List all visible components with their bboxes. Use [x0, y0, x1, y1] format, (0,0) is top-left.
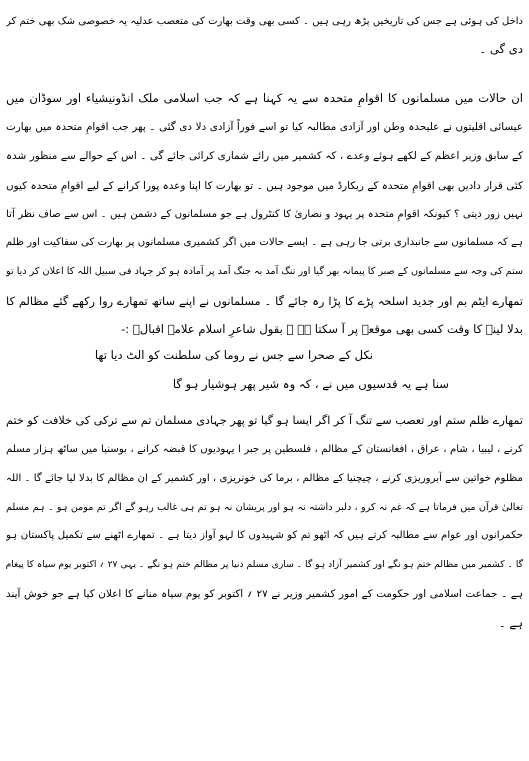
paragraph-line: ستم کی وجہ سے مسلمانوں کے صبر کا پیمانہ بھر گیا اور تنگ آمد بہ جنگ آمد پر آمادہ ہو کر جہاد فی سبیل اللہ کا اعلان کر دیا تو	[6, 266, 523, 277]
paragraph-line: عیسائی اقلیتوں نے علیحدہ وطن اور آزادی مطالبہ کیا تو اسے فوراً آزادی دلا دی گئی ۔ پھر جب اقوامِ متحدہ میں بھارت	[6, 121, 523, 133]
paragraph-line: ہے کہ مسلمانوں سے جانبداری برتی جا رہی ہے ۔ ایسے حالات میں اگر کشمیری مسلمانوں پر بھارت کی سفاکیت اور ظلم	[6, 237, 523, 248]
paragraph-line: تمھارے ظلم ستم اور تعصب سے تنگ آ کر اگر ایسا ہو گیا تو پھر جہادی مسلمان تم سے ترکی کی خلافت کو ختم	[6, 414, 523, 427]
paragraph-line: ان حالات میں مسلمانوں کا اقوامِ متحدہ سے یہ کہنا ہے کہ جب اسلامی ملک انڈونیشیاء اور سوڈان میں	[6, 91, 523, 105]
paragraph-line: ہے ۔	[498, 616, 523, 630]
paragraph-line: تعالیٰ قرآن میں فرماتا ہے کہ غم نہ کرو ، دلبر داشتہ نہ ہو اور پریشان نہ ہو تم ہی غالب رہو گے اگر تم مومن ہو ۔ ہم مسلم	[6, 502, 523, 513]
paragraph-line: بدلا لینے کا وقت کسی بھی موقعہ پر آ سکتا ہے ۔ بقول شاعرِ اسلام علامہ اقبالؒ :-	[121, 322, 523, 336]
paragraph-line: داخل کی ہوئی ہے جس کی تاریخیں پڑھ رہی ہیں ۔ کسی بھی وقت بھارت کی متعصب عدلیہ یہ خصوصی شک بھی ختم کر	[6, 16, 523, 27]
paragraph-line: کئی قرار دادیں بھی اقوامِ متحدہ کے ریکارڈ میں موجود ہیں ۔ تو بھارت کا اپنا وعدہ پورا کرانے کے لیے اقوامِ متحدہ کیوں	[6, 180, 523, 192]
paragraph-line: تمھارے ایٹم بم اور جدید اسلحہ پڑے کا پڑا رہ جائے گا ۔ مسلمانوں نے اپنے ساتھ تمھارے روا رکھے گئے مظالم کا	[6, 294, 523, 308]
paragraph-line: ہے ۔ جماعت اسلامی اور حکومت کے امور کشمیر وزیر نے ۲۷ ؍ اکتوبر کو یوم سیاہ منانے کا اعلان کیا ہے جو خوش آیند	[6, 588, 523, 600]
paragraph-line: کرنے ، لیبیا ، شام ، عراق ، افغانستان کے مظالم ، فلسطین پر جبر ا یہودیوں کا قبضہ کرانے ، بوسنیا میں ساٹھ ہزار مسلم	[6, 444, 523, 455]
verse-line-1: نکل کے صحرا سے جس نے روما کی سلطنت کو الٹ دیا تھا	[94, 348, 373, 362]
paragraph-line: نہیں زور دیتی ؟ کیونکہ اقوامِ متحدہ پر یہود و نصاریٰ کا کنٹرول ہے جو مسلمانوں کے دشمن ہیں ۔ اس سے صاف نظر آتا	[6, 209, 523, 220]
paragraph-line: مظلوم خواتین سے آبروریزی کرنے ، چیچنیا کے مظالم ، برما کی خونریزی ، اور کشمیر کے ان مظالم کا بدلا لیا جائے گا ۔ اللہ	[6, 473, 523, 484]
document-page	[6, 0, 523, 761]
paragraph-line: گا ۔ کشمیر میں مظالم ختم ہو نگے اور کشمیر آزاد ہو گا ۔ ساری مسلم دنیا پر مظالم ختم ہو نگے ۔ یہی ۲۷ ؍ اکتوبر یوم سیاہ کا پیغام	[6, 559, 523, 570]
paragraph-line: کے سابق وزیر اعظم کے لکھے ہوئے وعدے ، کہ کشمیر میں رائے شماری کرائی جائے گی ۔ اس کے حوالے سے منظور شدہ	[6, 150, 523, 162]
paragraph-line: دی گی ۔	[479, 42, 523, 56]
paragraph-line: حکمرانوں اور عوام سے مطالبہ کرتے ہیں کہ اٹھو تم کو شہیدوں کا لہو آواز دیتا ہے ۔ تمھارے اٹھنے سے تکمیل پاکستان ہو	[6, 530, 523, 541]
verse-line-2: سنا ہے یہ قدسیوں میں نے ، کہ وہ شیر پھر ہوشیار ہو گا	[172, 377, 449, 391]
